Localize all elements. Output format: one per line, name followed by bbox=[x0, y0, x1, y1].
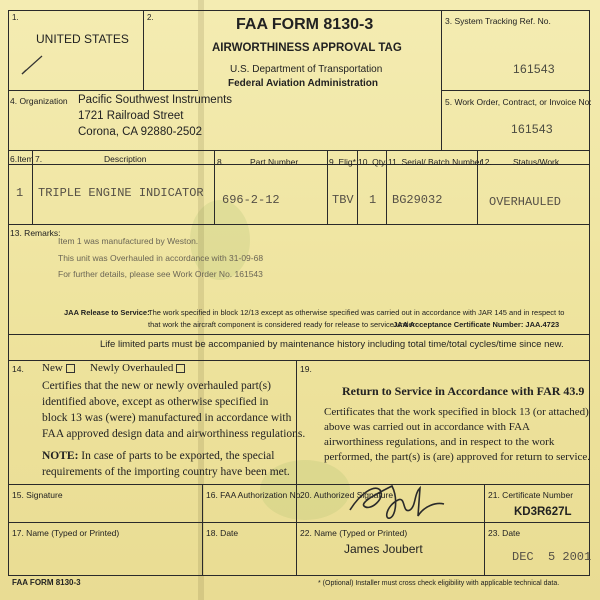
th-pn: Part Number bbox=[250, 157, 299, 167]
org-line3: Corona, CA 92880-2502 bbox=[78, 126, 203, 138]
remarks-line1: Item 1 was manufactured by Weston. bbox=[58, 236, 199, 246]
work-order: 161543 bbox=[511, 122, 553, 136]
row-item: 1 bbox=[16, 186, 24, 200]
row-status: OVERHAULED bbox=[489, 195, 562, 209]
box19-t2: above was carried out in accordance with FAA bbox=[324, 421, 530, 433]
form-title: FAA FORM 8130-3 bbox=[236, 16, 374, 33]
box3-label: 3. System Tracking Ref. No. bbox=[445, 16, 551, 26]
name17-label: 17. Name (Typed or Printed) bbox=[12, 528, 120, 538]
box1-num: 1. bbox=[12, 13, 19, 22]
box19-title: Return to Service in Accordance with FAR 43.9 bbox=[342, 384, 585, 398]
row-pn: 696-2-12 bbox=[222, 193, 280, 207]
auth16-label: 16. FAA Authorization No. bbox=[206, 490, 303, 500]
th-serial: 11. Serial/ Batch Number bbox=[388, 157, 483, 167]
org-line1: Pacific Southwest Instruments bbox=[78, 94, 233, 106]
new-checkbox[interactable] bbox=[66, 364, 75, 373]
sig15-label: 15. Signature bbox=[12, 490, 63, 500]
life-limited-note: Life limited parts must be accompanied by maintenance history including total time/total cycles/time since new. bbox=[100, 339, 564, 350]
th-status: Status/Work bbox=[513, 157, 560, 167]
cert21-value: KD3R627L bbox=[514, 506, 572, 518]
th-desc: Description bbox=[104, 154, 147, 164]
jaa-label: JAA Release to Service: bbox=[64, 308, 150, 317]
cert21-label: 21. Certificate Number bbox=[488, 490, 574, 500]
dept: U.S. Department of Transportation bbox=[230, 64, 383, 75]
box14-cert3: block 13 was (were) manufactured in accordance with bbox=[42, 412, 292, 424]
tracking-ref: 161543 bbox=[513, 62, 555, 76]
newly-overhauled-option[interactable]: Newly Overhauled bbox=[90, 362, 185, 374]
new-option[interactable]: New bbox=[42, 362, 75, 374]
form-subtitle: AIRWORTHINESS APPROVAL TAG bbox=[212, 42, 402, 54]
jaa-text2: that work the aircraft component is considered ready for release to service under bbox=[148, 320, 416, 329]
remarks-label: 13. Remarks: bbox=[10, 228, 61, 238]
newly-overhauled-checkbox[interactable] bbox=[176, 364, 185, 373]
authorized-signature bbox=[340, 476, 450, 524]
org-line2: 1721 Railroad Street bbox=[78, 110, 184, 122]
remarks-line2: This unit was Overhauled in accordance with 31-09-68 bbox=[58, 253, 264, 263]
name22-label: 22. Name (Typed or Printed) bbox=[300, 528, 408, 538]
box2-num: 2. bbox=[147, 13, 154, 22]
box4-label: 4. Organization bbox=[10, 96, 68, 106]
row-serial: BG29032 bbox=[392, 193, 443, 207]
box14-cert2: identified above, except as otherwise specified in bbox=[42, 396, 269, 408]
sig20-label: 20. Authorized Signature bbox=[300, 490, 394, 500]
row-desc: TRIPLE ENGINE INDICATOR bbox=[38, 186, 204, 200]
th-status-num: 12. bbox=[480, 157, 492, 167]
jaa-text1: The work specified in block 12/13 except as otherwise specified was carried out in accordance with JAR 145 and in respect to bbox=[148, 308, 565, 317]
th-qty: 10. Qty. bbox=[358, 157, 388, 167]
agency: Federal Aviation Administration bbox=[228, 78, 379, 89]
th-desc-num: 7. bbox=[35, 154, 43, 164]
name22-value: James Joubert bbox=[344, 542, 423, 556]
th-elig: 9. Elig* bbox=[329, 157, 356, 167]
box14-note1: NOTE: In case of parts to be exported, the special bbox=[42, 450, 275, 462]
box14-num: 14. bbox=[12, 364, 24, 374]
box19-t1: Certificates that the work specified in block 13 (or attached) bbox=[324, 406, 589, 418]
box19-t4: performed, the part(s) is (are) approved for return to service. bbox=[324, 451, 591, 463]
row-qty: 1 bbox=[369, 193, 377, 207]
th-item: 6.Item bbox=[10, 154, 34, 164]
th-pn-num: 8. bbox=[217, 157, 225, 167]
box5-label: 5. Work Order, Contract, or Invoice No: bbox=[445, 97, 592, 107]
box14-cert1: Certifies that the new or newly overhauled part(s) bbox=[42, 380, 271, 392]
date23-value: DEC 5 2001 bbox=[512, 550, 592, 564]
row-elig: TBV bbox=[332, 193, 354, 207]
country: UNITED STATES bbox=[36, 32, 129, 46]
date18-label: 18. Date bbox=[206, 528, 239, 538]
footer-note: * (Optional) Installer must cross check eligibility with applicable technical data. bbox=[318, 580, 560, 587]
fold-crease bbox=[198, 0, 204, 600]
box14-cert4: FAA approved design data and airworthiness regulations. bbox=[42, 428, 306, 440]
date23-label: 23. Date bbox=[488, 528, 521, 538]
check-mark-icon bbox=[18, 50, 48, 80]
footer-form: FAA FORM 8130-3 bbox=[12, 578, 81, 587]
box19-t3: airworthiness regulations, and in respect to the work bbox=[324, 436, 555, 448]
remarks-line3: For further details, please see Work Order No. 161543 bbox=[58, 269, 263, 279]
jaa-cert: JAA Acceptance Certificate Number: JAA.4723 bbox=[393, 320, 560, 329]
box19-num: 19. bbox=[300, 364, 312, 374]
box14-note2: requirements of the importing country have been met. bbox=[42, 466, 290, 478]
